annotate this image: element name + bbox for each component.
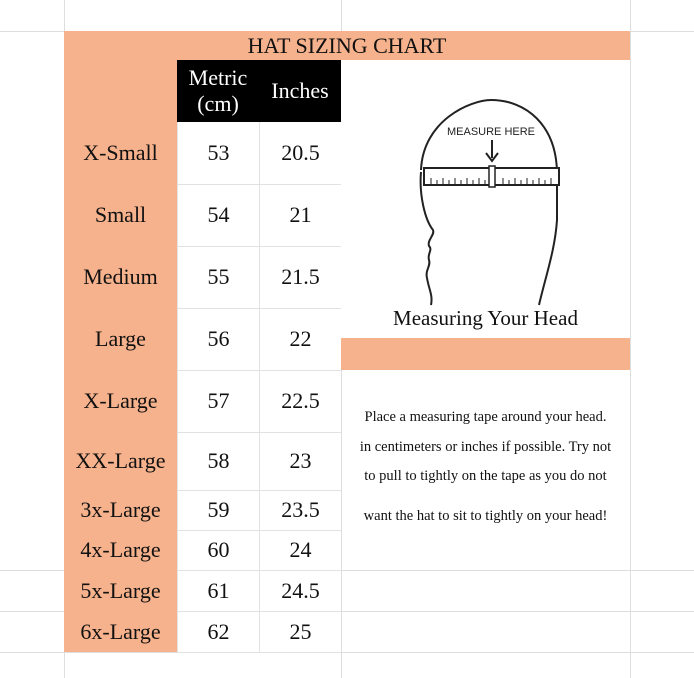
measure-here-label: MEASURE HERE — [446, 126, 536, 138]
gridline — [0, 652, 694, 653]
inches-header — [259, 60, 341, 122]
inch-value: 21.5 — [259, 246, 341, 308]
accent-band — [341, 338, 630, 370]
inch-value: 20.5 — [259, 122, 341, 184]
instruction-line: to pull to tightly on the tape as you do not — [364, 468, 607, 484]
size-label: X-Small — [83, 140, 158, 165]
inch-value: 24 — [259, 530, 341, 570]
instruction-line: in centimeters or inches if possible. Try not — [359, 439, 612, 455]
size-label: 6x-Large — [80, 618, 161, 644]
illustration-caption: Measuring Your Head — [393, 306, 578, 330]
inch-value: 23 — [259, 432, 341, 490]
instruction-line: Place a measuring tape around your head. — [364, 409, 607, 425]
cm-value: 55 — [177, 246, 259, 308]
inch-value: 23.5 — [259, 490, 341, 530]
cm-value: 54 — [177, 184, 259, 246]
head-illustration-panel — [341, 60, 630, 338]
size-label: XX-Large — [75, 448, 166, 473]
inch-value: 25 — [259, 611, 341, 652]
inches-header-label: Inches — [271, 78, 329, 103]
size-label: Large — [95, 326, 146, 351]
size-label: 5x-Large — [80, 577, 161, 603]
inch-value: 21 — [259, 184, 341, 246]
cm-value: 62 — [177, 611, 259, 652]
head-tape-measure-icon — [341, 60, 630, 310]
cm-value: 56 — [177, 308, 259, 370]
cm-value: 60 — [177, 530, 259, 570]
cm-value: 59 — [177, 490, 259, 530]
size-label: Small — [94, 202, 147, 227]
size-label: 4x-Large — [80, 537, 161, 562]
cm-value: 53 — [177, 122, 259, 184]
cm-value: 57 — [177, 370, 259, 432]
inch-value: 22.5 — [259, 370, 341, 432]
cm-value: 61 — [177, 570, 259, 611]
inch-value: 22 — [259, 308, 341, 370]
metric-header — [177, 60, 259, 122]
size-label: X-Large — [83, 388, 158, 413]
cm-value: 58 — [177, 432, 259, 490]
size-label: 3x-Large — [80, 497, 161, 522]
gridline — [630, 0, 631, 678]
instruction-line: want the hat to sit to tightly on your head! — [363, 508, 608, 524]
size-label: Medium — [83, 264, 158, 289]
chart-title: HAT SIZING CHART — [64, 31, 630, 60]
row-divider — [177, 652, 341, 653]
inch-value: 24.5 — [259, 570, 341, 611]
metric-header-label: Metric (cm) — [188, 65, 248, 116]
